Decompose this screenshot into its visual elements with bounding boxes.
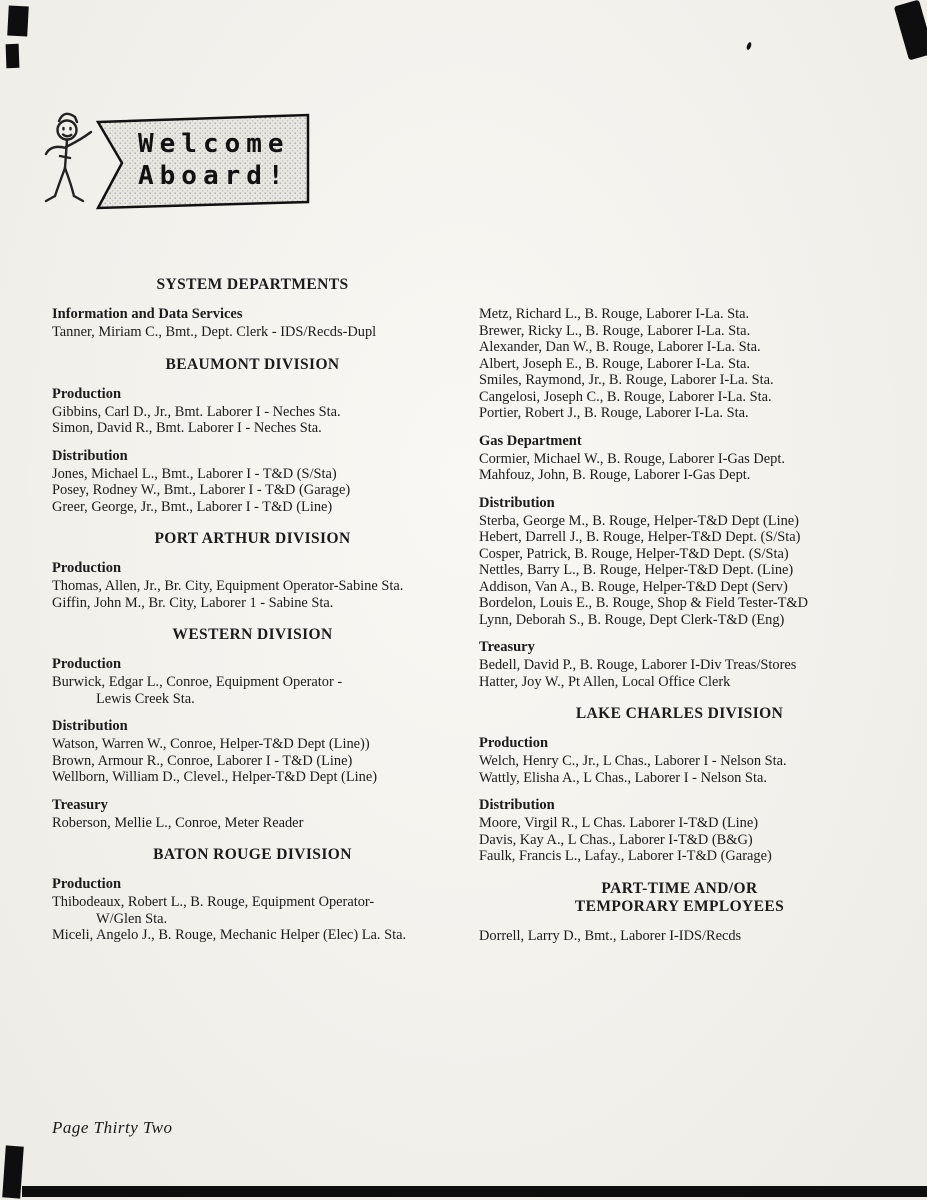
- employee-line: Brewer, Ricky L., B. Rouge, Laborer I-La. Sta.: [479, 322, 751, 339]
- employee-entry: [52, 578, 453, 595]
- employee-entry: [479, 467, 880, 484]
- employee-entry: [52, 894, 453, 927]
- employee-entry: [479, 612, 880, 629]
- heading-line: BEAUMONT DIVISION: [165, 355, 340, 373]
- employee-line: Cormier, Michael W., B. Rouge, Laborer I-Gas Dept.: [479, 450, 785, 467]
- employee-entry: [479, 513, 880, 530]
- employee-line: Cosper, Patrick, B. Rouge, Helper-T&D Dept. (S/Sta): [479, 545, 789, 562]
- heading-line: Production: [479, 735, 549, 751]
- department-subheading: [52, 448, 453, 464]
- division-heading: [52, 846, 453, 864]
- heading-line: Production: [52, 656, 122, 672]
- employee-entry: [479, 815, 880, 832]
- employee-entry: [479, 529, 880, 546]
- employee-entry: [52, 466, 453, 483]
- employee-line: Thibodeaux, Robert L., B. Rouge, Equipment Operator-: [52, 894, 375, 910]
- department-subheading: [479, 735, 880, 751]
- employee-line: Roberson, Mellie L., Conroe, Meter Reader: [52, 814, 304, 831]
- employee-line: Wellborn, William D., Clevel., Helper-T&D Dept (Line): [52, 769, 378, 785]
- employee-line: Hebert, Darrell J., B. Rouge, Helper-T&D Dept. (S/Sta): [479, 529, 801, 545]
- employee-line: Portier, Robert J., B. Rouge, Laborer I-La. Sta.: [479, 405, 749, 421]
- employee-line: Mahfouz, John, B. Rouge, Laborer I-Gas Dept.: [479, 467, 751, 483]
- heading-line: Distribution: [479, 797, 555, 813]
- employee-entry: [479, 595, 880, 612]
- heading-line: Distribution: [52, 447, 128, 464]
- employee-line: Davis, Kay A., L Chas., Laborer I-T&D (B&G): [479, 831, 753, 848]
- heading-line: Information and Data Services: [52, 306, 243, 322]
- department-subheading: [479, 495, 880, 511]
- employee-line: Greer, George, Jr., Bmt., Laborer I - T&D (Line): [52, 498, 333, 515]
- employee-entry: [479, 928, 880, 945]
- employee-entry: [52, 753, 453, 770]
- employee-entry: [479, 323, 880, 340]
- heading-line: Treasury: [52, 796, 108, 813]
- employee-listing: [52, 276, 880, 944]
- employee-line: Bedell, David P., B. Rouge, Laborer I-Div Treas/Stores: [479, 657, 797, 673]
- department-subheading: [52, 656, 453, 672]
- division-heading: [479, 705, 880, 723]
- employee-entry: [52, 674, 453, 707]
- left-column: [52, 276, 453, 944]
- employee-line: Simon, David R., Bmt. Laborer I - Neches Sta.: [52, 420, 322, 436]
- employee-entry: [479, 372, 880, 389]
- heading-line: SYSTEM DEPARTMENTS: [156, 276, 349, 293]
- employee-line: Bordelon, Louis E., B. Rouge, Shop & Field Tester-T&D: [479, 595, 809, 611]
- heading-line: Production: [52, 385, 122, 402]
- employee-line: Alexander, Dan W., B. Rouge, Laborer I-La. Sta.: [479, 339, 761, 355]
- page-number: Page Thirty Two: [52, 1118, 173, 1137]
- employee-line: Lynn, Deborah S., B. Rouge, Dept Clerk-T&D (Eng): [479, 611, 785, 628]
- cartoon-mascot-icon: [36, 106, 98, 210]
- department-subheading: [52, 718, 453, 734]
- heading-line: LAKE CHARLES DIVISION: [575, 705, 784, 722]
- banner-line-2: Aboard!: [138, 161, 290, 191]
- employee-line: Sterba, George M., B. Rouge, Helper-T&D Dept (Line): [479, 512, 799, 529]
- employee-line: Dorrell, Larry D., Bmt., Laborer I-IDS/Recds: [479, 927, 742, 944]
- employee-entry: [479, 306, 880, 323]
- heading-line: Distribution: [479, 494, 555, 511]
- scan-artifact: [7, 5, 29, 36]
- division-heading: [52, 626, 453, 644]
- employee-line: Brown, Armour R., Conroe, Laborer I - T&D (Line): [52, 752, 353, 769]
- employee-entry: [479, 832, 880, 849]
- division-heading: [52, 530, 453, 548]
- employee-entry: [52, 736, 453, 753]
- employee-line: Smiles, Raymond, Jr., B. Rouge, Laborer I-La. Sta.: [479, 372, 774, 388]
- employee-entry: [52, 404, 453, 421]
- division-heading: [52, 276, 453, 294]
- employee-entry: [479, 674, 880, 691]
- employee-entry: [479, 848, 880, 865]
- scan-artifact: [2, 1145, 24, 1198]
- division-heading: [479, 880, 880, 916]
- employee-entry: [52, 420, 453, 437]
- employee-line: Moore, Virgil R., L Chas. Laborer I-T&D (Line): [479, 815, 759, 831]
- employee-entry: [52, 927, 453, 944]
- employee-entry: [479, 356, 880, 373]
- employee-entry: [479, 657, 880, 674]
- employee-entry: [52, 595, 453, 612]
- department-subheading: [479, 433, 880, 449]
- employee-line: Thomas, Allen, Jr., Br. City, Equipment Operator-Sabine Sta.: [52, 578, 404, 594]
- employee-line: Miceli, Angelo J., B. Rouge, Mechanic Helper (Elec) La. Sta.: [52, 927, 407, 943]
- heading-line: Distribution: [52, 718, 128, 734]
- department-subheading: [52, 386, 453, 402]
- right-column: [479, 306, 880, 944]
- employee-entry: [479, 770, 880, 787]
- employee-entry: [52, 769, 453, 786]
- employee-line: Posey, Rodney W., Bmt., Laborer I - T&D (Garage): [52, 482, 351, 498]
- employee-entry: [479, 405, 880, 422]
- welcome-banner: [36, 106, 312, 212]
- employee-entry: [52, 499, 453, 516]
- employee-line: Albert, Joseph E., B. Rouge, Laborer I-La. Sta.: [479, 355, 750, 372]
- department-subheading: [52, 306, 453, 322]
- department-subheading: [52, 797, 453, 813]
- employee-entry: [52, 815, 453, 832]
- employee-line: Wattly, Elisha A., L Chas., Laborer I - Nelson Sta.: [479, 769, 767, 786]
- heading-line: Treasury: [479, 639, 535, 655]
- employee-entry: [479, 562, 880, 579]
- employee-line: Cangelosi, Joseph C., B. Rouge, Laborer I-La. Sta.: [479, 388, 772, 405]
- banner-line-1: Welcome: [138, 129, 290, 159]
- employee-entry: [52, 324, 453, 341]
- scan-artifact: [6, 44, 20, 68]
- employee-line: W/Glen Sta.: [96, 910, 168, 927]
- employee-line: Watson, Warren W., Conroe, Helper-T&D Dept (Line)): [52, 736, 370, 752]
- employee-line: Metz, Richard L., B. Rouge, Laborer I-La. Sta.: [479, 306, 750, 322]
- employee-entry: [479, 579, 880, 596]
- employee-line: Faulk, Francis L., Lafay., Laborer I-T&D (Garage): [479, 848, 772, 864]
- employee-line: Lewis Creek Sta.: [96, 690, 195, 707]
- scan-artifact: [746, 42, 752, 51]
- employee-line: Tanner, Miriam C., Bmt., Dept. Clerk - IDS/Recds-Dupl: [52, 324, 377, 340]
- heading-line: TEMPORARY EMPLOYEES: [574, 897, 785, 915]
- heading-line: BATON ROUGE DIVISION: [153, 846, 352, 863]
- employee-line: Hatter, Joy W., Pt Allen, Local Office Clerk: [479, 673, 731, 690]
- employee-line: Giffin, John M., Br. City, Laborer 1 - Sabine Sta.: [52, 594, 334, 611]
- employee-entry: [52, 482, 453, 499]
- employee-line: Gibbins, Carl D., Jr., Bmt. Laborer I - Neches Sta.: [52, 403, 341, 420]
- employee-entry: [479, 753, 880, 770]
- employee-line: Jones, Michael L., Bmt., Laborer I - T&D (S/Sta): [52, 465, 337, 482]
- heading-line: WESTERN DIVISION: [172, 626, 333, 643]
- banner-flag: [94, 112, 312, 212]
- department-subheading: [52, 876, 453, 892]
- employee-line: Nettles, Barry L., B. Rouge, Helper-T&D Dept. (Line): [479, 562, 794, 578]
- scan-artifact: [22, 1186, 927, 1197]
- employee-entry: [479, 339, 880, 356]
- scan-artifact: [894, 0, 927, 60]
- employee-line: Burwick, Edgar L., Conroe, Equipment Operator -: [52, 674, 343, 690]
- division-heading: [52, 356, 453, 374]
- heading-line: Gas Department: [479, 432, 582, 449]
- heading-line: Production: [52, 876, 122, 892]
- employee-entry: [479, 389, 880, 406]
- heading-line: PORT ARTHUR DIVISION: [154, 530, 351, 547]
- department-subheading: [479, 639, 880, 655]
- department-subheading: [52, 560, 453, 576]
- heading-line: Production: [52, 560, 122, 576]
- banner-title: [138, 128, 290, 192]
- department-subheading: [479, 797, 880, 813]
- heading-line: PART-TIME AND/OR: [601, 879, 758, 897]
- employee-entry: [479, 546, 880, 563]
- employee-entry: [479, 451, 880, 468]
- employee-line: Addison, Van A., B. Rouge, Helper-T&D Dept (Serv): [479, 578, 788, 595]
- employee-line: Welch, Henry C., Jr., L Chas., Laborer I - Nelson Sta.: [479, 753, 787, 769]
